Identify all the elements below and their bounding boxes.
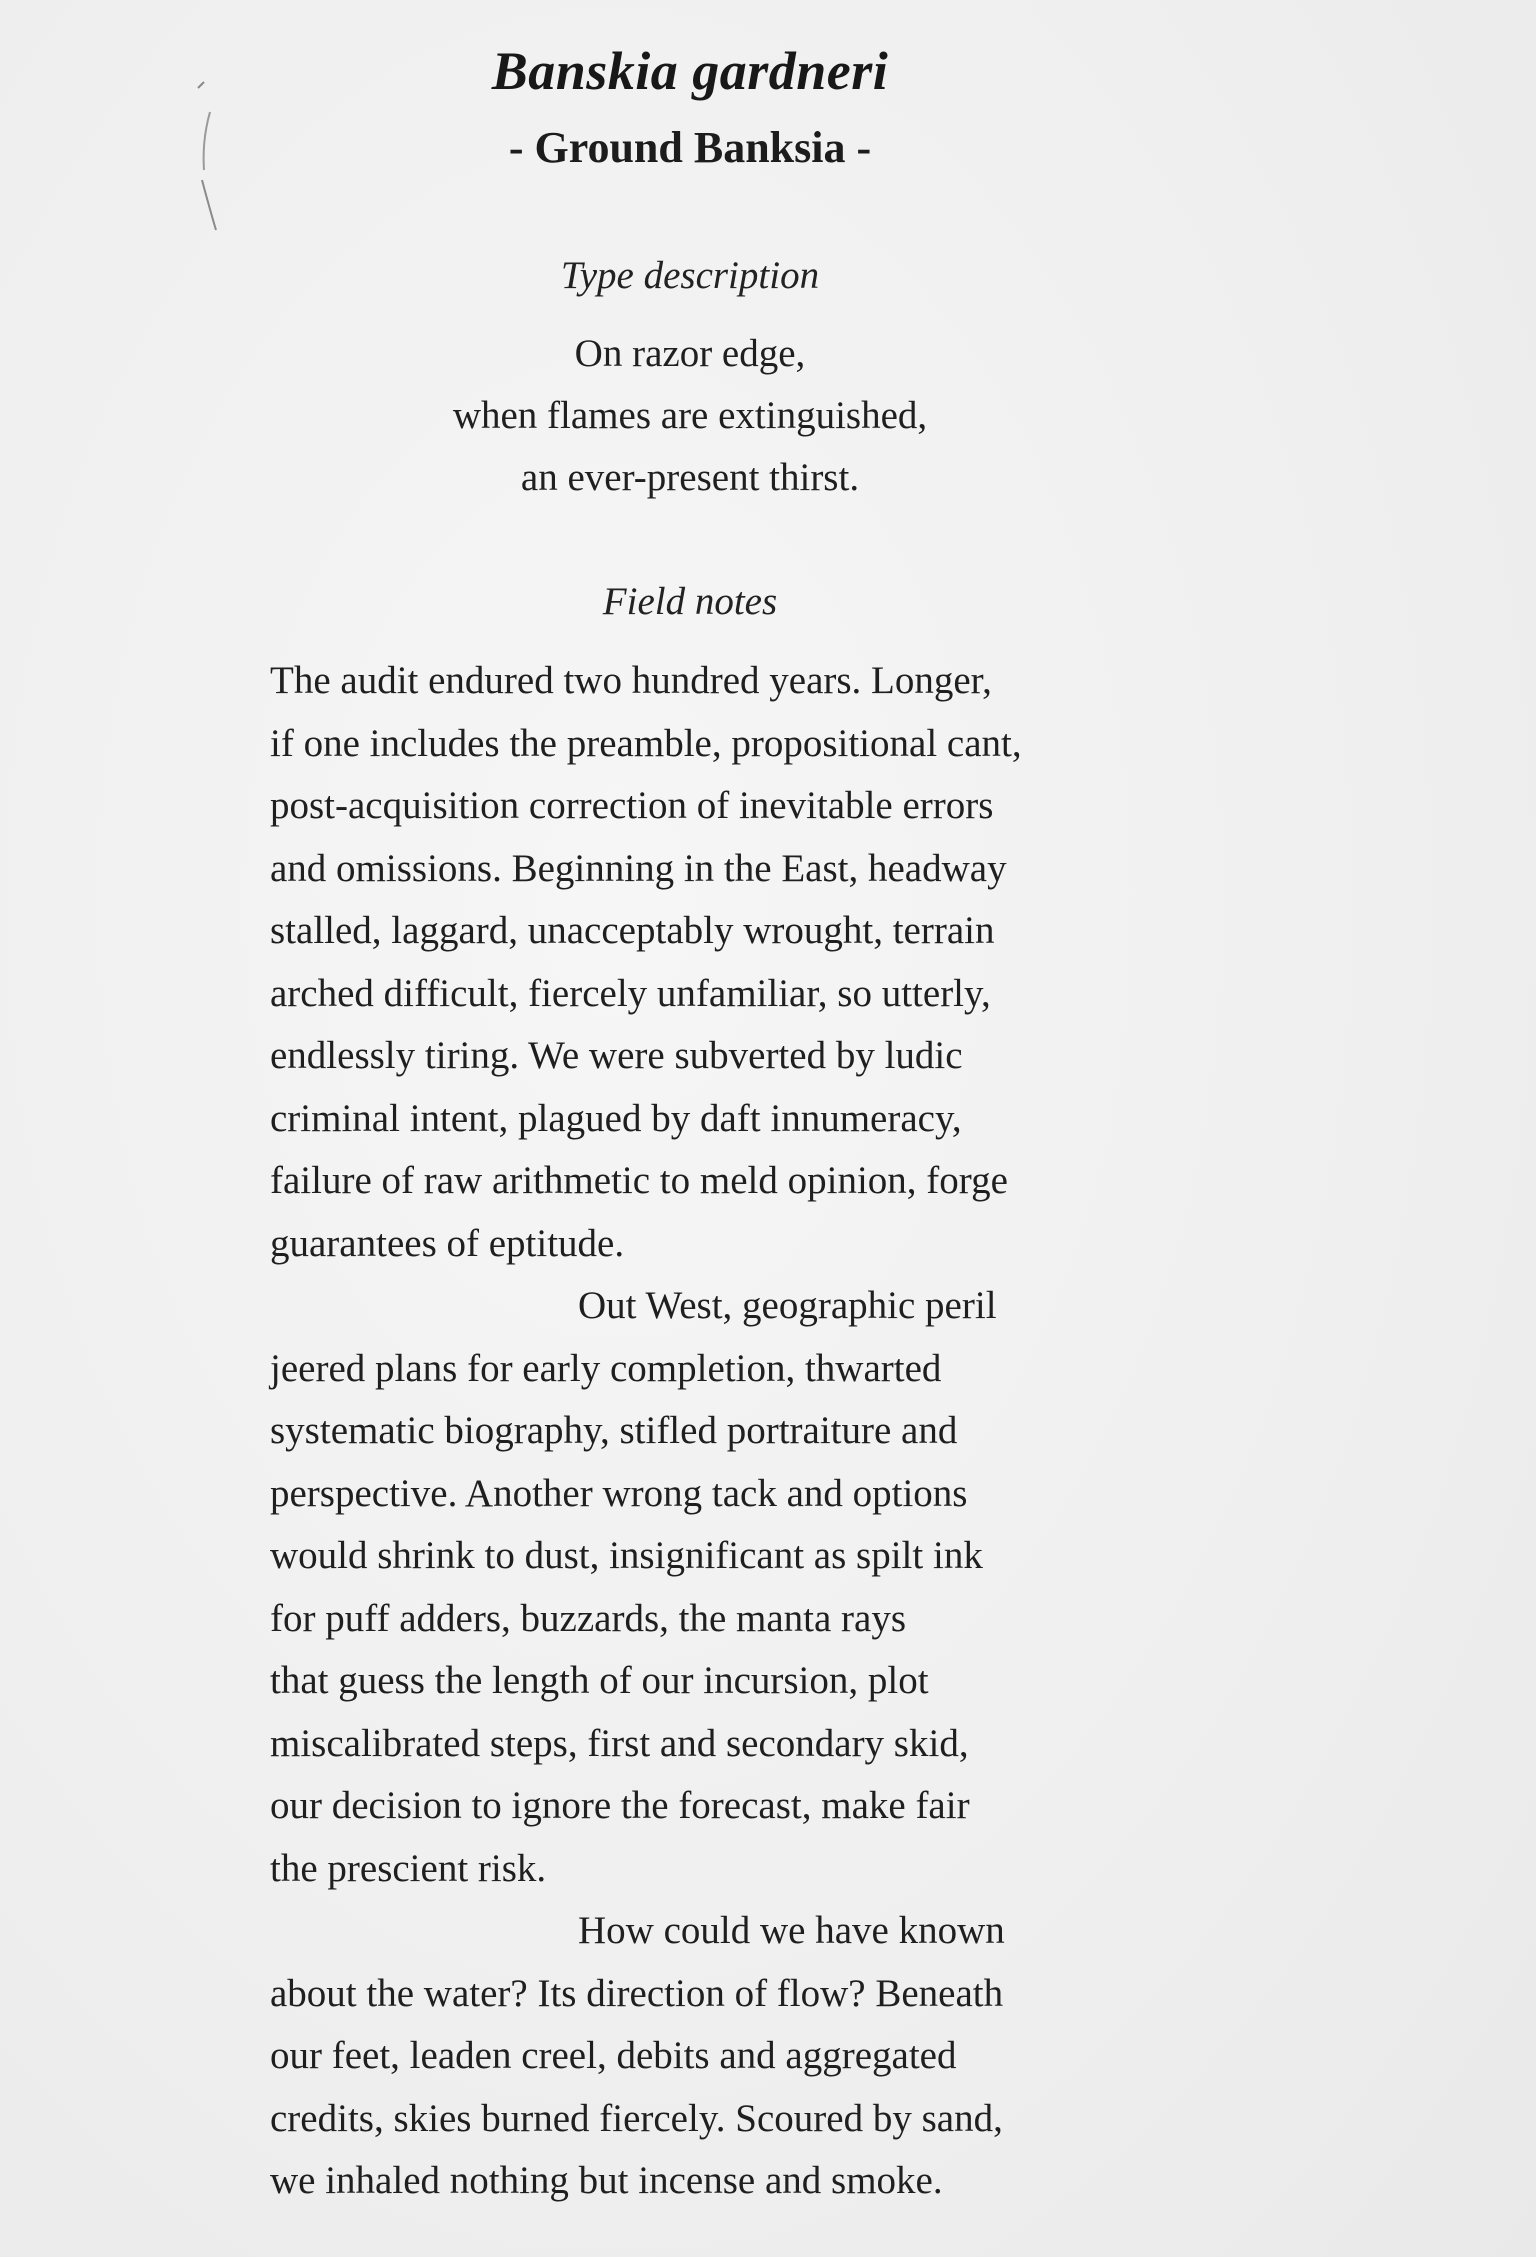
field-notes-heading: Field notes <box>602 580 778 623</box>
page-subtitle: - Ground Banksia - <box>508 123 872 172</box>
notes-line: failure of raw arithmetic to meld opinion, forge <box>270 1159 1008 1202</box>
notes-line: would shrink to dust, insignificant as spilt ink <box>270 1534 983 1577</box>
page-title: Banskia gardneri <box>491 41 889 101</box>
notes-line: jeered plans for early completion, thwarted <box>270 1346 942 1390</box>
notes-line: that guess the length of our incursion, plot <box>270 1659 929 1702</box>
notes-line: stalled, laggard, unacceptably wrought, terrain <box>270 909 995 952</box>
notes-line: for puff adders, buzzards, the manta rays <box>270 1596 907 1640</box>
notes-line: credits, skies burned fiercely. Scoured by sand, <box>270 2096 1003 2140</box>
notes-line: about the water? Its direction of flow? Beneath <box>270 1971 1004 2015</box>
notes-line: criminal intent, plagued by daft innumeracy, <box>270 1096 962 1140</box>
verse-line: On razor edge, <box>574 332 806 375</box>
notes-line: if one includes the preamble, propositional cant, <box>270 721 1022 765</box>
notes-line: we inhaled nothing but incense and smoke. <box>270 2159 943 2202</box>
type-description-verse <box>0 323 1380 509</box>
notes-line: miscalibrated steps, first and secondary skid, <box>270 1721 969 1765</box>
verse-line: when flames are extinguished, <box>452 394 928 437</box>
notes-line-indented: How could we have known <box>578 1909 1005 1952</box>
notes-line: systematic biography, stifled portraiture and <box>270 1409 958 1452</box>
notes-line: endlessly tiring. We were subverted by ludic <box>270 1034 963 1077</box>
notes-line: our decision to ignore the forecast, make fair <box>270 1784 970 1827</box>
notes-line: our feet, leaden creel, debits and aggregated <box>270 2034 957 2077</box>
field-notes-body <box>270 650 1150 2213</box>
type-description-heading: Type description <box>560 254 820 297</box>
verse-line: an ever-present thirst. <box>520 456 860 499</box>
notes-line-indented: Out West, geographic peril <box>578 1284 997 1327</box>
notes-line: The audit endured two hundred years. Longer, <box>270 659 992 702</box>
notes-line: arched difficult, fiercely unfamiliar, so utterly, <box>270 971 991 1015</box>
notes-line: post-acquisition correction of inevitable errors <box>270 784 994 827</box>
notes-line: perspective. Another wrong tack and options <box>270 1471 968 1515</box>
notes-line: the prescient risk. <box>270 1846 547 1890</box>
notes-line: guarantees of eptitude. <box>270 1221 625 1265</box>
notes-line: and omissions. Beginning in the East, headway <box>270 846 1007 890</box>
